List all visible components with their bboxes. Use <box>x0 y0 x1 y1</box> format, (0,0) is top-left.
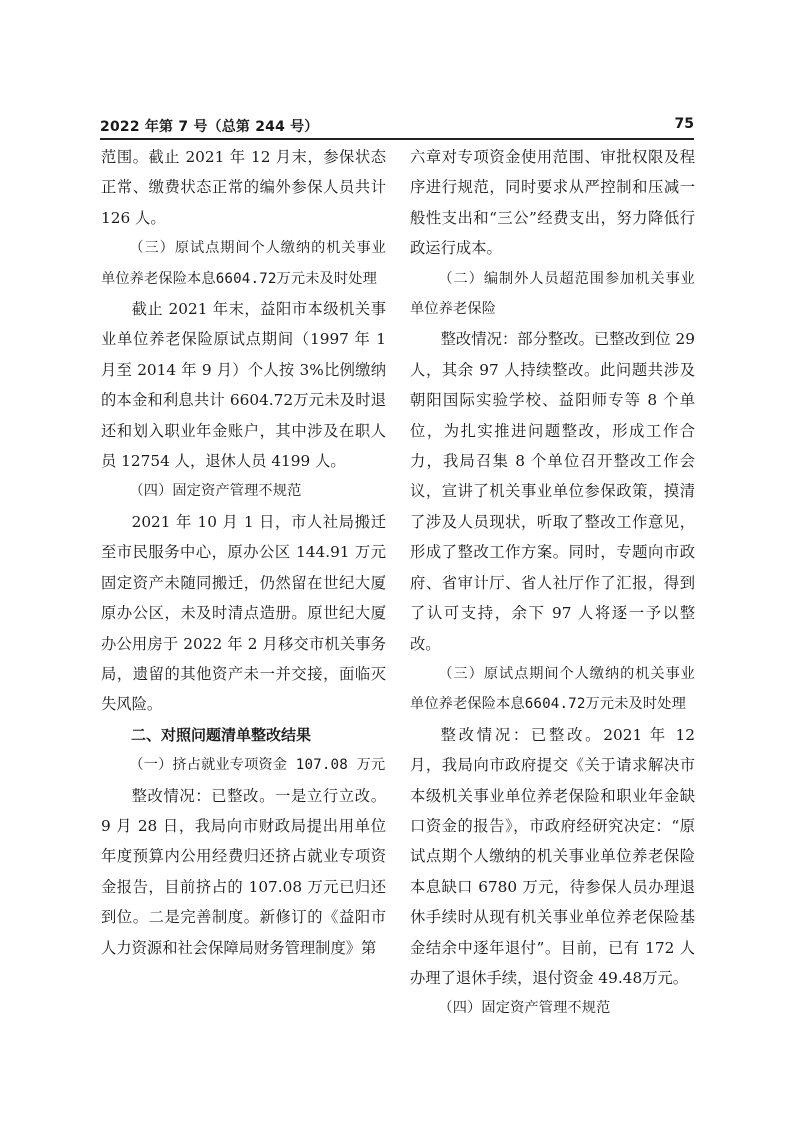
header-divider <box>100 138 694 140</box>
right-column <box>410 142 695 1024</box>
paragraph-employment-fund-rectification: 整改情况：已整改。一是立行立改。9 月 28 日，我局向市财政局提出用单位年度预算内公用经费归还挤占就业专项资金报告，目前挤占的 107.08 万元已归还到位。二是完善制度。新修订的《益阳市人力资源和社会保障局财务管理制度》第 <box>101 786 386 957</box>
subheading-3-unreturned-contributions: （三）原试点期间个人缴纳的机关事业单位养老保险本息6604.72万元未及时处理 <box>410 665 695 713</box>
page-header <box>100 114 694 136</box>
paragraph-fixed-assets: 2021 年 10 月 1 日，市人社局搬迁至市民服务中心，原办公区 144.91 万元固定资产未随同搬迁，仍然留在世纪大厦原办公区，未及时清点造册。原世纪大厦办公用房于 2022 年 2 月移交市机关事务局，遗留的其他资产未一并交接，面临灭失风险。 <box>101 512 386 714</box>
page-number: 75 <box>674 116 694 132</box>
paragraph-continued: 范围。截止 2021 年 12 月末，参保状态正常、缴费状态正常的编外参保人员共计126 人。 <box>101 148 386 227</box>
subheading-1-employment-fund: （一）挤占就业专项资金 107.08 万元 <box>129 757 386 774</box>
issue-label: 2022 年第 7 号（总第 244 号） <box>100 119 319 135</box>
paragraph-continued: 六章对专项资金使用范围、审批权限及程序进行规范，同时要求从严控制和压减一般性支出和“三公”经费支出，努力降低行政运行成本。 <box>410 148 695 258</box>
paragraph-non-staff-rectification: 整改情况：部分整改。已整改到位 29 人，其余 97 人持续整改。此问题共涉及朝阳国际实验学校、益阳师专等 8 个单位，为扎实推进问题整改，形成工作合力，我局召集 8 个单位召开整改工作会议，宣讲了机关事业单位参保政策，摸清了涉及人员现状，听取了整改工作意见，形成了整改工作方案。同时，专题向市政府、省审计厅、省人社厅作了汇报，得到了认可支持，余下 97 人将逐一予以整改。 <box>410 330 695 653</box>
subheading-4-fixed-assets: （四）固定资产管理不规范 <box>129 483 302 500</box>
subheading-4-fixed-assets: （四）固定资产管理不规范 <box>438 1000 611 1017</box>
left-column <box>101 142 386 963</box>
subheading-2-non-staff-insurance: （二）编制外人员超范围参加机关事业单位养老保险 <box>410 270 695 318</box>
paragraph-contributions-rectification: 整改情况：已整改。2021 年 12 月，我局向市政府提交《关于请求解决市本级机关事业单位养老保险和职业年金缺口资金的报告》，市政府经研究决定：“原试点期个人缴纳的机关事业单位养老保险本息缺口 6780 万元，待参保人员办理退休手续时从现有机关事业单位养老保险基金结余中逐年退付”。目前，已有 172 人办理了退休手续，退付资金 49.48万元。 <box>410 725 695 987</box>
paragraph-contributions: 截止 2021 年末，益阳市本级机关事业单位养老保险原试点期间（1997 年 1 月至 2014 年 9 月）个人按 3%比例缴纳的本金和利息共计 6604.72万元未及时退还和划入职业年金账户，其中涉及在职人员 12754 人，退休人员 4199 人。 <box>101 300 386 471</box>
subheading-3-unreturned-contributions: （三）原试点期间个人缴纳的机关事业单位养老保险本息6604.72万元未及时处理 <box>101 240 386 287</box>
section-heading-rectification-results: 二、对照问题清单整改结果 <box>131 725 312 744</box>
